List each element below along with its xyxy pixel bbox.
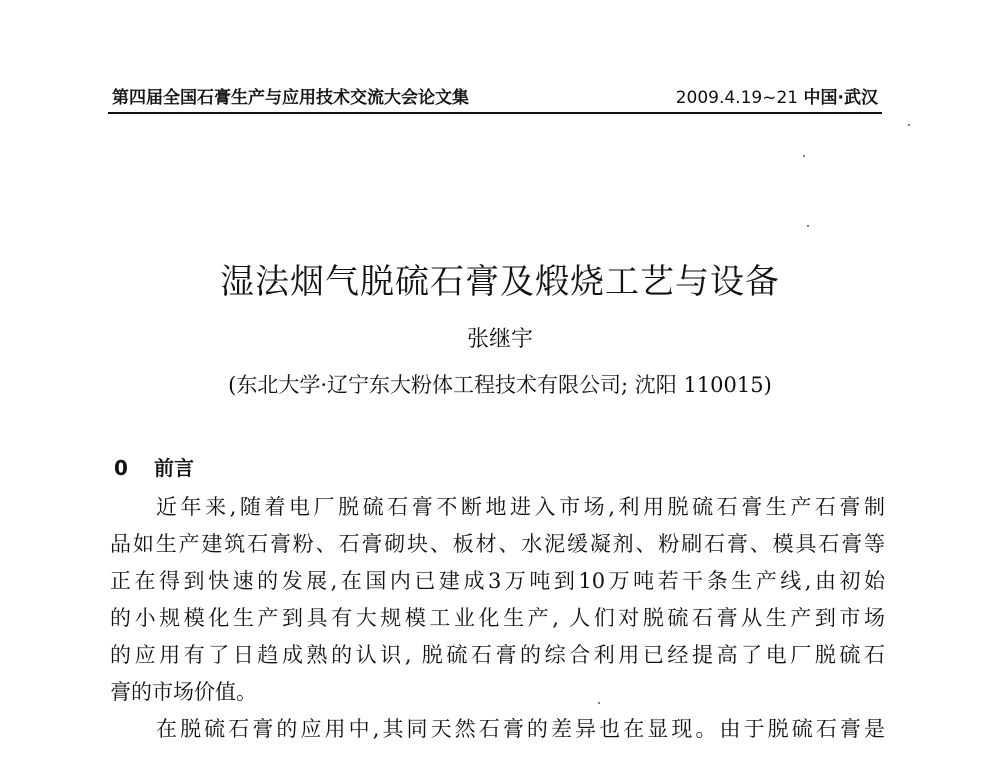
- text-line: 品如生产建筑石膏粉、石膏砌块、板材、水泥缓凝剂、粉刷石膏、模具石膏等: [110, 532, 885, 556]
- paragraph-2: [110, 711, 885, 748]
- running-header: [108, 86, 882, 114]
- scan-speck: [803, 155, 805, 157]
- author-name: 张继宇: [466, 327, 533, 352]
- text-line: 近年来,随着电厂脱硫石膏不断地进入市场,利用脱硫石膏生产石膏制: [156, 495, 885, 519]
- scan-speck: [598, 702, 600, 704]
- conference-date: 2009.4.19~21: [675, 88, 799, 108]
- body-text: [110, 489, 885, 748]
- section-number: 0: [114, 456, 128, 480]
- proceedings-title: 第四届全国石膏生产与应用技术交流大会论文集: [112, 88, 469, 108]
- scan-speck: [908, 124, 910, 126]
- author-affiliation: (东北大学·辽宁东大粉体工程技术有限公司; 沈阳 110015): [228, 373, 772, 397]
- paragraph-1: [110, 489, 885, 711]
- conference-location: 中国·武汉: [803, 88, 878, 108]
- text-line: 在脱硫石膏的应用中,其同天然石膏的差异也在显现。由于脱硫石膏是: [156, 717, 885, 741]
- text-line: 的小规模化生产到具有大规模工业化生产, 人们对脱硫石膏从生产到市场: [110, 606, 885, 630]
- conference-date-location: [676, 86, 878, 110]
- text-line: 的应用有了日趋成熟的认识, 脱硫石膏的综合利用已经提高了电厂脱硫石: [110, 643, 885, 667]
- text-line: 正在得到快速的发展,在国内已建成3万吨到10万吨若干条生产线,由初始: [110, 569, 885, 593]
- text-line: 膏的市场价值。: [110, 680, 257, 704]
- paper-title: 湿法烟气脱硫石膏及煅烧工艺与设备: [220, 262, 780, 302]
- section-heading: [114, 452, 194, 481]
- scan-speck: [807, 225, 809, 227]
- section-title: 前言: [154, 456, 194, 480]
